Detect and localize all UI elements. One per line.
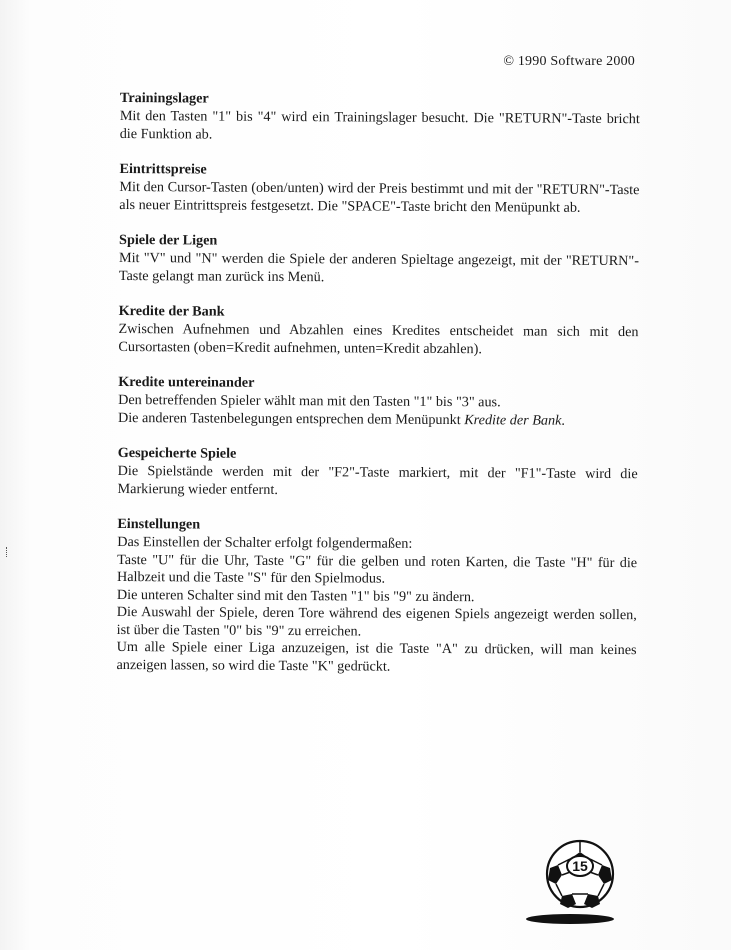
section-kredite-untereinander xyxy=(118,374,638,430)
section-text: Die anderen Tastenbelegungen entsprechen dem Menüpunkt xyxy=(117,409,461,428)
section-einstellungen xyxy=(116,516,637,677)
section-text: Die Auswahl der Spiele, deren Tore während des eigenen Spiels angezeigt werden sollen, ist über die Tasten "0" bis "9" zu erreichen. xyxy=(116,603,637,639)
section-heading: Spiele der Ligen xyxy=(119,231,218,249)
page-content xyxy=(116,90,640,695)
section-gespeicherte-spiele xyxy=(118,445,638,501)
sentence-end: . xyxy=(561,412,566,429)
section-heading: Eintrittspreise xyxy=(119,160,207,178)
football-icon xyxy=(520,838,630,930)
section-heading: Einstellungen xyxy=(117,515,201,533)
section-text: Zwischen Aufnehmen und Abzahlen eines Kredites entscheidet man sich mit den Cursortasten (oben=Kredit aufnehmen, unten=Kredit abzahlen). xyxy=(118,320,639,357)
section-text-with-reference xyxy=(118,409,638,430)
margin-mark xyxy=(6,547,10,557)
section-text: Mit den Tasten "1" bis "4" wird ein Trainingslager besucht. Die "RETURN"-Taste bricht die Funktion ab. xyxy=(119,107,640,143)
section-spiele-der-ligen xyxy=(119,232,639,288)
page-number-football xyxy=(520,838,630,930)
copyright-notice: © 1990 Software 2000 xyxy=(503,54,635,69)
section-heading: Kredite der Bank xyxy=(118,302,225,320)
section-text: Den betreffenden Spieler wählt man mit den Tasten "1" bis "3" aus. xyxy=(118,391,501,411)
section-text: Um alle Spiele einer Liga anzuzeigen, ist die Taste "A" zu drücken, will man keines anzeigen lassen, so wird die Taste "K" gedrückt. xyxy=(116,638,637,675)
menu-reference: Kredite der Bank xyxy=(464,411,562,429)
section-heading: Gespeicherte Spiele xyxy=(117,444,237,462)
section-trainingslager xyxy=(120,90,640,146)
section-text: Mit den Cursor-Tasten (oben/unten) wird der Preis bestimmt und mit der "RETURN"-Taste als neuer Eintrittspreis festgesetzt. Die "SPACE"-Taste bricht den Menüpunkt ab. xyxy=(119,178,640,216)
section-text: Das Einstellen der Schalter erfolgt folgendermaßen: xyxy=(117,533,413,552)
section-kredite-der-bank xyxy=(118,303,638,359)
section-text: Taste "U" für die Uhr, Taste "G" für die gelben und roten Karten, die Taste "H" für die Halbzeit und die Taste "S" für den Spielmodus. xyxy=(116,551,638,587)
section-heading: Kredite untereinander xyxy=(118,373,255,391)
page-number: 15 xyxy=(572,858,588,874)
section-heading: Trainingslager xyxy=(119,90,209,107)
section-eintrittspreise xyxy=(119,161,639,217)
section-text: Die unteren Schalter sind mit den Tasten "1" bis "9" zu ändern. xyxy=(116,586,475,605)
section-text: Die Spielstände werden mit der "F2"-Taste markiert, mit der "F1"-Taste wird die Markierung wieder entfernt. xyxy=(117,462,638,498)
section-text: Mit "V" und "N" werden die Spiele der anderen Spieltage angezeigt, mit der "RETURN"-Taste gelangt man zurück ins Menü. xyxy=(118,249,640,285)
